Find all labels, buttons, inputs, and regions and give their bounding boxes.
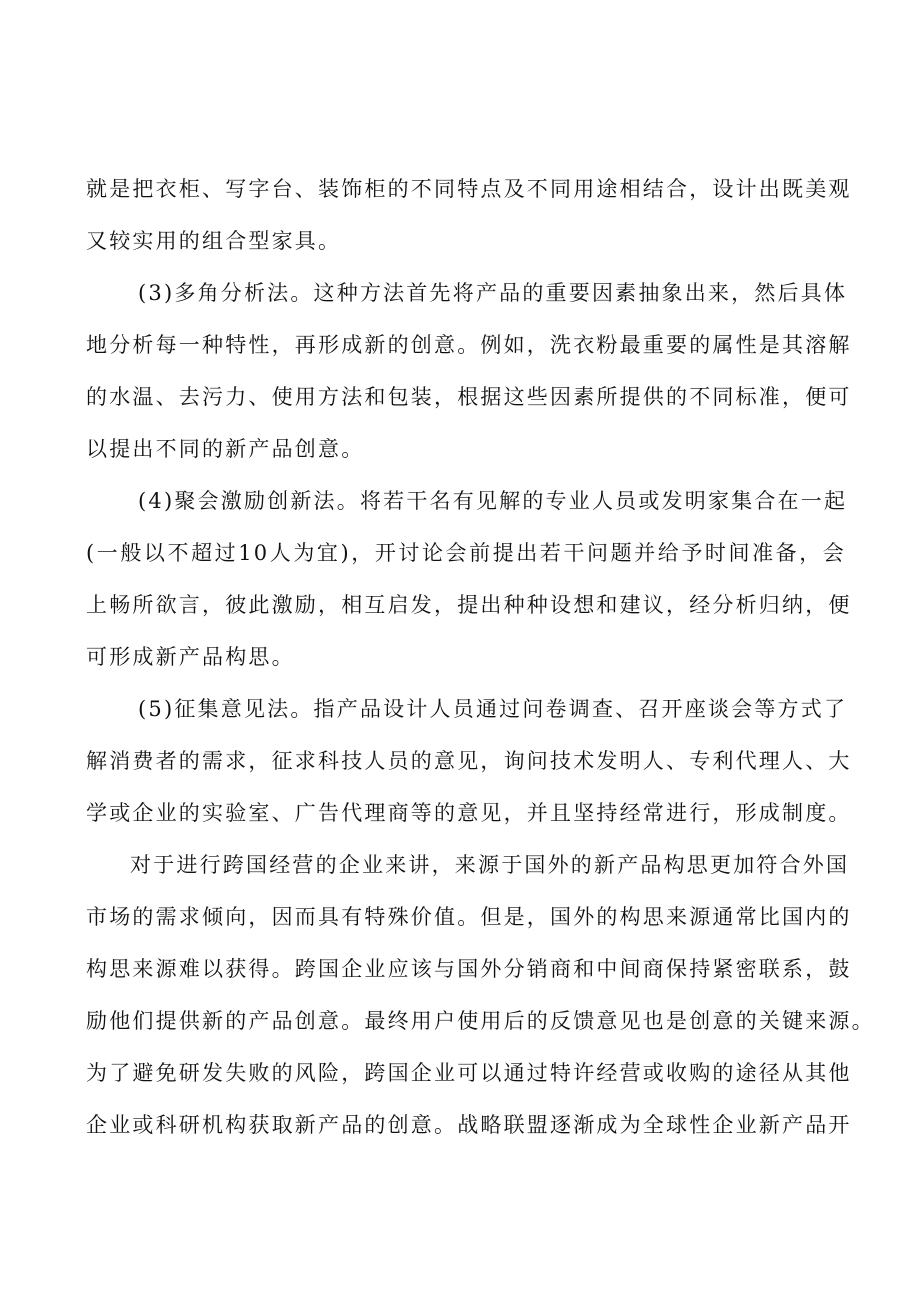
text-line: (5)征集意见法。指产品设计人员通过问卷调查、召开座谈会等方式了 (138, 697, 848, 721)
text-line: 的水温、去污力、使用方法和包装，根据这些因素所提供的不同标准，便可 (86, 385, 852, 409)
text-line: 为了避免研发失败的风险，跨国企业可以通过特许经营或收购的途径从其他 (86, 1061, 852, 1085)
text-line: 企业或科研机构获取新产品的创意。战略联盟逐渐成为全球性企业新产品开 (86, 1113, 852, 1137)
text-line: 励他们提供新的产品创意。最终用户使用后的反馈意见也是创意的关键来源。 (86, 1009, 875, 1033)
text-line: (4)聚会激励创新法。将若干名有见解的专业人员或发明家集合在一起 (138, 489, 848, 513)
text-line: 又较实用的组合型家具。 (86, 229, 342, 253)
text-line: 市场的需求倾向，因而具有特殊价值。但是，国外的构思来源通常比国内的 (86, 905, 852, 929)
text-line: 上畅所欲言，彼此激励，相互启发，提出种种设想和建议，经分析归纳，便 (86, 593, 852, 617)
text-line: (3)多角分析法。这种方法首先将产品的重要因素抽象出来，然后具体 (138, 281, 848, 305)
text-line: 以提出不同的新产品创意。 (86, 437, 365, 461)
text-line: 就是把衣柜、写字台、装饰柜的不同特点及不同用途相结合，设计出既美观 (86, 177, 852, 201)
text-line: 解消费者的需求，征求科技人员的意见，询问技术发明人、专利代理人、大 (86, 749, 852, 773)
text-line: 对于进行跨国经营的企业来讲，来源于国外的新产品构思更加符合外国 (130, 853, 850, 877)
text-line: 可形成新产品构思。 (86, 645, 295, 669)
text-line: (一般以不超过10人为宜)，开讨论会前提出若干问题并给予时间准备，会 (86, 541, 846, 565)
text-line: 地分析每一种特性，再形成新的创意。例如，洗衣粉最重要的属性是其溶解 (86, 333, 852, 357)
text-line: 构思来源难以获得。跨国企业应该与国外分销商和中间商保持紧密联系，鼓 (86, 957, 852, 981)
text-line: 学或企业的实验室、广告代理商等的意见，并且坚持经常进行，形成制度。 (86, 801, 852, 825)
